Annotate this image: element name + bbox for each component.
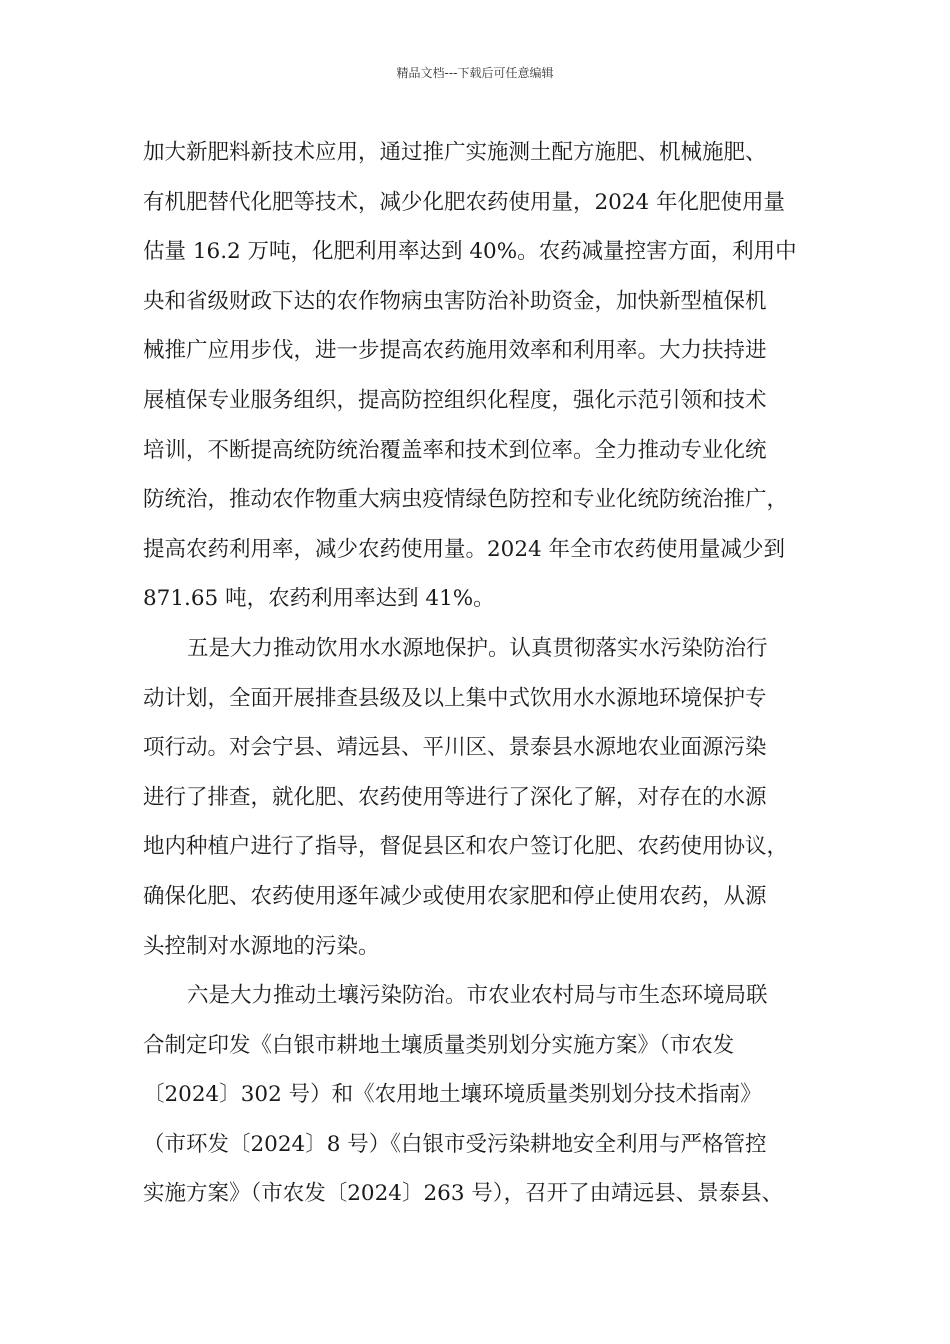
text-line: 871.65 吨，农药利用率达到 41%。 (143, 586, 495, 612)
paragraph-start-line: 六是大力推动土壤污染防治。市农业农村局与市生态环境局联 (187, 983, 768, 1009)
text-line: 央和省级财政下达的农作物病虫害防治补助资金，加快新型植保机 (143, 288, 767, 314)
text-line: （市环发〔2024〕8 号）《白银市受污染耕地安全利用与严格管控 (143, 1131, 767, 1157)
text-line: 加大新肥料新技术应用，通过推广实施测土配方施肥、机械施肥、 (143, 140, 767, 165)
text-line: 地内种植户进行了指导，督促县区和农户签订化肥、农药使用协议， (143, 834, 789, 860)
text-line: 防统治，推动农作物重大病虫疫情绿色防控和专业化统防统治推广， (143, 487, 789, 513)
text-line: 有机肥替代化肥等技术，减少化肥农药使用量，2024 年化肥使用量 (143, 189, 786, 215)
text-line: 培训，不断提高统防统治覆盖率和技术到位率。全力推动专业化统 (143, 437, 767, 463)
text-line: 实施方案》（市农发〔2024〕263 号），召开了由靖远县、景泰县、 (143, 1181, 784, 1207)
text-line: 头控制对水源地的污染。 (143, 933, 380, 959)
text-line: 提高农药利用率，减少农药使用量。2024 年全市农药使用量减少到 (143, 536, 786, 562)
text-line: 合制定印发《白银市耕地土壤质量类别划分实施方案》（市农发 (143, 1032, 735, 1058)
text-line: 械推广应用步伐，进一步提高农药施用效率和利用率。大力扶持进 (143, 338, 767, 364)
document-body (143, 128, 823, 1219)
text-line: 展植保专业服务组织，提高防控组织化程度，强化示范引领和技术 (143, 387, 767, 413)
text-line: 进行了排查，就化肥、农药使用等进行了深化了解，对存在的水源 (143, 784, 767, 810)
text-line: 项行动。对会宁县、靖远县、平川区、景泰县水源地农业面源污染 (143, 735, 767, 761)
text-line: 确保化肥、农药使用逐年减少或使用农家肥和停止使用农药，从源 (143, 883, 767, 909)
text-line: 估量 16.2 万吨，化肥利用率达到 40%。农药减量控害方面，利用中 (143, 239, 797, 265)
text-line: 〔2024〕302 号）和《农用地土壤环境质量类别划分技术指南》 (143, 1082, 762, 1108)
page-header: 精品文档---下载后可任意编辑 (396, 66, 554, 80)
text-line: 动计划，全面开展排查县级及以上集中式饮用水水源地环境保护专 (143, 685, 767, 711)
paragraph-start-line: 五是大力推动饮用水水源地保护。认真贯彻落实水污染防治行 (187, 635, 768, 661)
